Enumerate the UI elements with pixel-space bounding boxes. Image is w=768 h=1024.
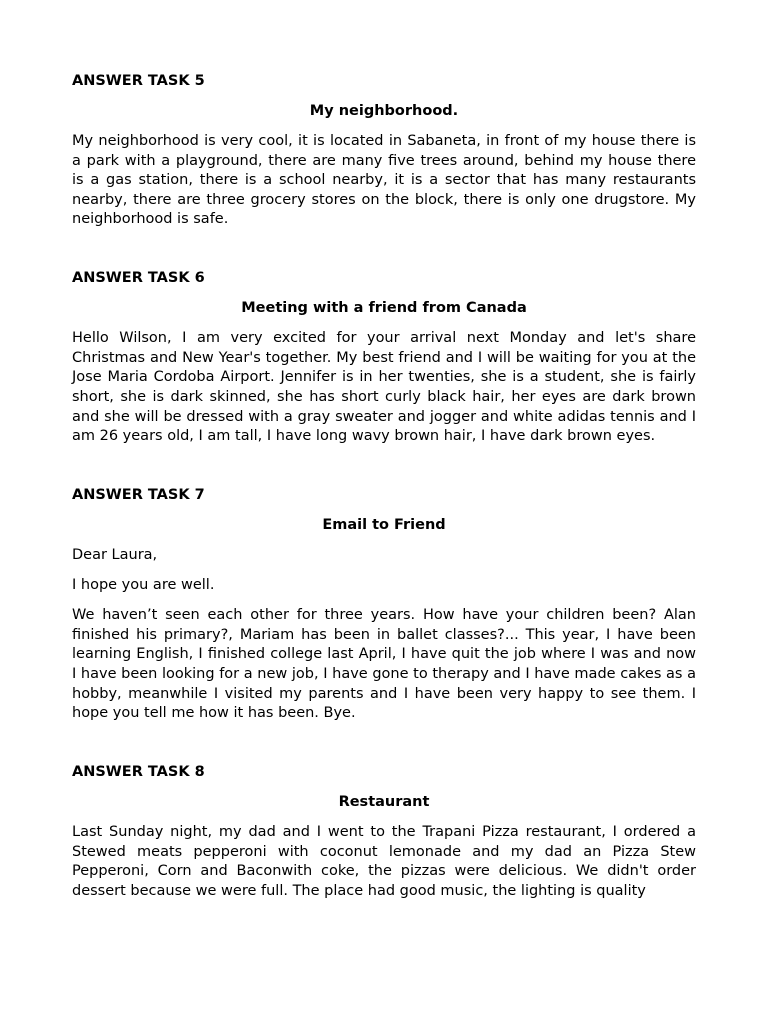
task-heading: ANSWER TASK 5 (72, 73, 205, 89)
answer-task-7-section (72, 486, 696, 724)
answer-task-5-section (72, 72, 696, 230)
email-opening: I hope you are well. (72, 577, 215, 594)
section-title: Meeting with a friend from Canada (241, 300, 527, 317)
answer-task-8-section (72, 763, 696, 901)
section-title: Email to Friend (322, 517, 446, 534)
section-title: Restaurant (338, 794, 430, 811)
paragraph: My neighborhood is very cool, it is located in Sabaneta, in front of my house there is a park with a playground, there are many five trees around, behind my house there is a gas station, there is a school nearby, it is a sector that has many restaurants nearby, there are three grocery stores on the block, there is only one drugstore. My neighborhood is safe. (72, 132, 696, 228)
paragraph: Last Sunday night, my dad and I went to the Trapani Pizza restaurant, I ordered a Stewed meats pepperoni with coconut lemonade and my dad an Pizza Stew Pepperoni, Corn and Baconwith coke, the pizzas were delicious. We didn't order dessert because we were full. The place had good music, the lighting is quality (72, 824, 696, 899)
paragraph: Hello Wilson, I am very excited for your arrival next Monday and let's share Christmas and New Year's together. My best friend and I will be waiting for you at the Jose Maria Cordoba Airport. Jennifer is in her twenties, she is a student, she is fairly short, she is dark skinned, she has short curly black hair, her eyes are dark brown and she will be dressed with a gray sweater and jogger and white adidas tennis and I am 26 years old, I am tall, I have long wavy brown hair, I have dark brown eyes. (72, 330, 696, 445)
answer-task-6-section (72, 269, 696, 447)
email-greeting: Dear Laura, (72, 547, 158, 564)
section-title: My neighborhood. (309, 102, 459, 119)
email-body: We haven’t seen each other for three years. How have your children been? Alan finished his primary?, Mariam has been in ballet classes?... This year, I have been learning English, I finished college last April, I have quit the job where I was and now I have been looking for a new job, I have gone to therapy and I have made cakes as a hobby, meanwhile I visited my parents and I have been very happy to see them. I hope you tell me how it has been. Bye. (72, 607, 696, 722)
task-heading: ANSWER TASK 8 (72, 764, 205, 781)
task-heading: ANSWER TASK 6 (72, 270, 205, 287)
task-heading: ANSWER TASK 7 (72, 487, 205, 504)
